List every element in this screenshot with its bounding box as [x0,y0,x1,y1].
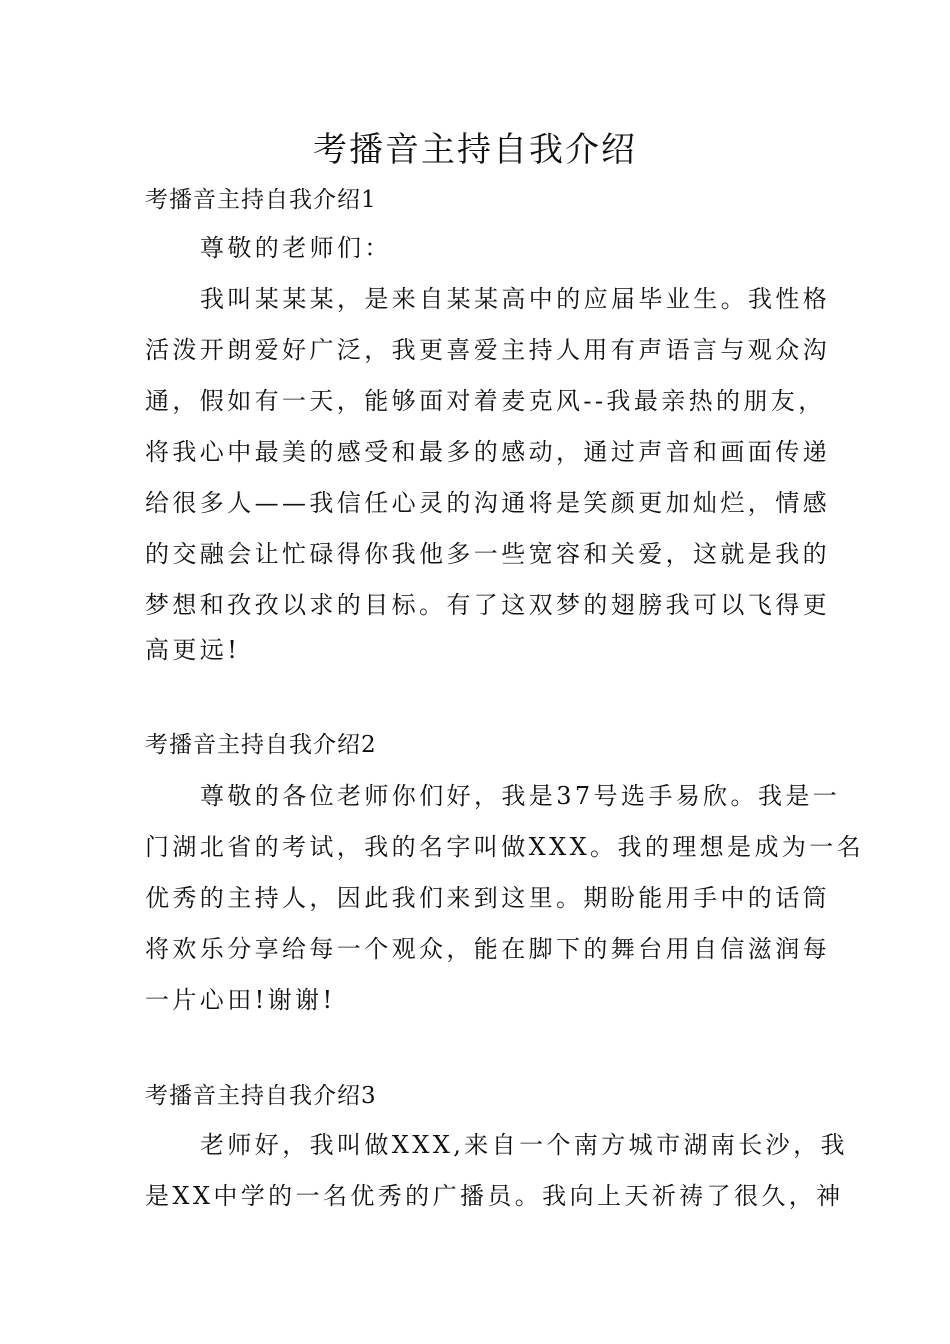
section-heading: 考播音主持自我介绍2 [145,732,377,758]
paragraph-line: 将欢乐分享给每一个观众，能在脚下的舞台用自信滋润每 [145,935,830,963]
paragraph-line: 优秀的主持人，因此我们来到这里。期盼能用手中的话筒 [145,884,830,912]
paragraph-line: 给很多人——我信任心灵的沟通将是笑颜更加灿烂，情感 [145,489,830,517]
paragraph-line: 活泼开朗爱好广泛，我更喜爱主持人用有声语言与观众沟 [145,336,830,364]
document-title: 考播音主持自我介绍 [313,130,637,170]
paragraph-line: 是XX中学的一名优秀的广播员。我向上天祈祷了很久，神 [145,1182,844,1210]
paragraph-line: 通，假如有一天，能够面对着麦克风--我最亲热的朋友， [145,387,826,415]
greeting: 尊敬的老师们： [200,234,392,262]
section-heading: 考播音主持自我介绍1 [145,187,377,213]
paragraph-line: 梦想和孜孜以求的目标。有了这双梦的翅膀我可以飞得更 [145,591,830,619]
paragraph-line: 我叫某某某，是来自某某高中的应届毕业生。我性格 [200,285,831,313]
paragraph-line: 尊敬的各位老师你们好，我是37号选手易欣。我是一 [200,782,841,810]
paragraph-line: 一片心田!谢谢! [145,986,336,1014]
section-heading: 考播音主持自我介绍3 [145,1083,377,1109]
paragraph-line: 的交融会让忙碌得你我他多一些宽容和关爱，这就是我的 [145,540,830,568]
paragraph-line: 门湖北省的考试，我的名字叫做XXX。我的理想是成为一名 [145,833,865,861]
paragraph-line: 老师好，我叫做XXX,来自一个南方城市湖南长沙，我 [200,1131,848,1159]
paragraph-line: 高更远! [145,636,241,664]
paragraph-line: 将我心中最美的感受和最多的感动，通过声音和画面传递 [145,438,830,466]
